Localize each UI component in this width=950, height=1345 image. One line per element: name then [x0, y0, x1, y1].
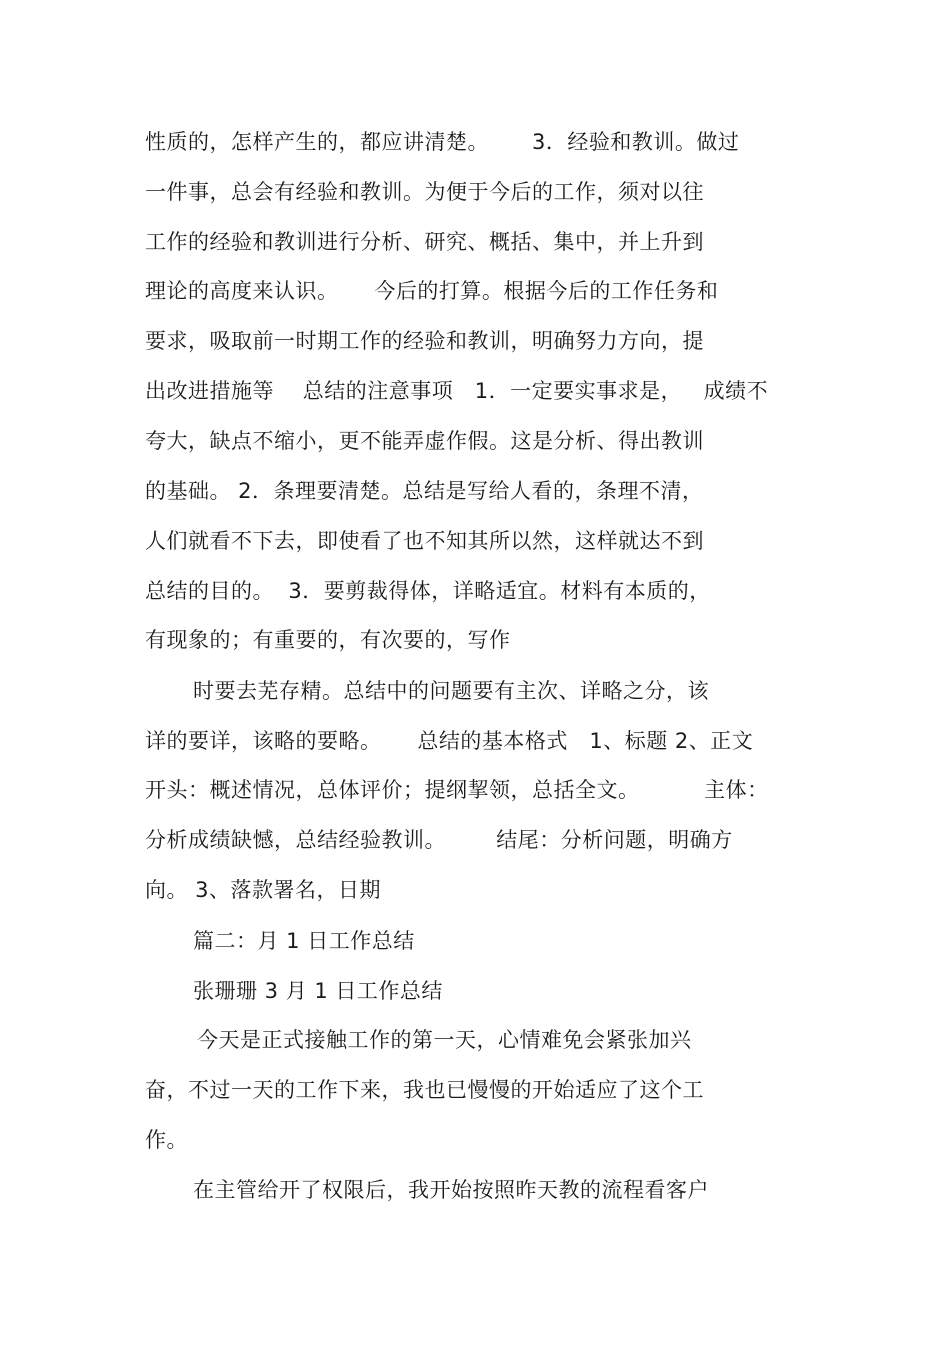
text-line: 理论的高度来认识。 今后的打算。根据今后的工作任务和: [145, 279, 719, 303]
text-line: 分析成绩缺憾，总结经验教训。 结尾：分析问题，明确方: [145, 828, 733, 852]
text-line: 在主管给开了权限后，我开始按照昨天教的流程看客户: [193, 1178, 709, 1202]
text-line: 开头：概述情况，总体评价；提纲挈领，总括全文。 主体：: [145, 778, 769, 802]
text-line: 总结的目的。 3．要剪裁得体，详略适宜。材料有本质的，: [145, 579, 711, 603]
text-line: 的基础。 2．条理要清楚。总结是写给人看的，条理不清，: [145, 479, 704, 503]
text-line: 要求，吸取前一时期工作的经验和教训，明确努力方向，提: [145, 329, 704, 353]
text-line: 夸大，缺点不缩小，更不能弄虚作假。这是分析、得出教训: [145, 429, 704, 453]
text-line: 时要去芜存精。总结中的问题要有主次、详略之分，该: [193, 679, 709, 703]
text-line: 人们就看不下去，即使看了也不知其所以然，这样就达不到: [145, 529, 704, 553]
text-line: 奋，不过一天的工作下来，我也已慢慢的开始适应了这个工: [145, 1078, 704, 1102]
text-line: 有现象的；有重要的，有次要的，写作: [145, 628, 511, 652]
text-line: 详的要详，该略的要略。 总结的基本格式 1、标题 2、正文: [145, 729, 754, 753]
text-line: 出改进措施等 总结的注意事项 1．一定要实事求是， 成绩不: [145, 379, 769, 403]
text-line: 性质的，怎样产生的，都应讲清楚。 3．经验和教训。做过: [145, 130, 740, 154]
text-line: 今天是正式接触工作的第一天，心情难免会紧张加兴: [197, 1028, 692, 1052]
document-title: 张珊珊 3 月 1 日工作总结: [193, 979, 443, 1003]
section-heading: 篇二：月 1 日工作总结: [193, 929, 415, 953]
text-line: 一件事，总会有经验和教训。为便于今后的工作，须对以往: [145, 180, 704, 204]
text-line: 作。: [145, 1128, 188, 1152]
text-line: 向。 3、落款署名，日期: [145, 878, 382, 902]
text-line: 工作的经验和教训进行分析、研究、概括、集中，并上升到: [145, 230, 704, 254]
